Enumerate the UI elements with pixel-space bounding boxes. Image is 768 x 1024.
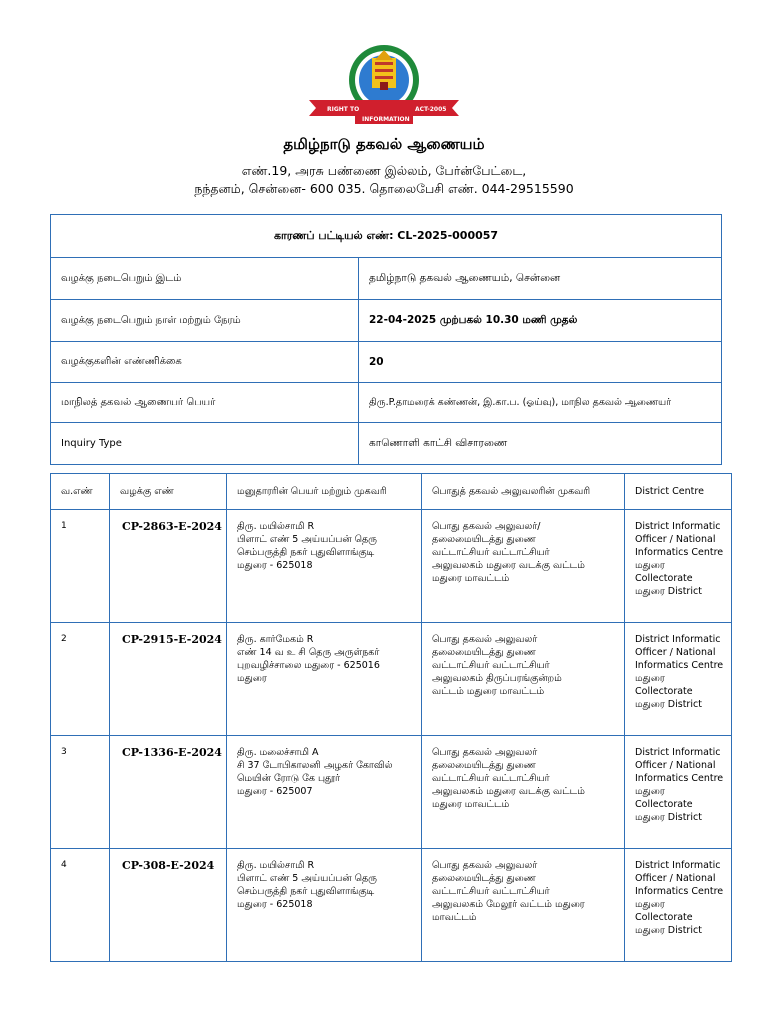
- column-header: மனுதாரரின் பெயர் மற்றும் முகவரி: [227, 474, 422, 510]
- pio-address-line: வட்டாட்சியர் வட்டாட்சியர்: [432, 773, 550, 784]
- column-header: வ.எண்: [51, 474, 110, 510]
- serial-number: 3: [51, 736, 110, 849]
- petitioner-address-line: திரு. மயில்சாமி R: [237, 521, 315, 532]
- petitioner-address-line: மதுரை - 625007: [237, 786, 313, 797]
- serial-number: 4: [51, 849, 110, 962]
- info-row: [51, 342, 722, 383]
- district-centre-line: Informatics Centre: [635, 773, 724, 784]
- table-row: [51, 510, 732, 623]
- rti-logo: [309, 44, 459, 128]
- organization-name: தமிழ்நாடு தகவல் ஆணையம்: [283, 135, 485, 153]
- serial-number: 1: [51, 510, 110, 623]
- district-centre-line: Officer / National: [635, 534, 716, 545]
- petitioner-address-line: பிளாட் எண் 5 அய்யப்பன் தெரு: [237, 534, 377, 545]
- district-centre-line: Informatics Centre: [635, 547, 724, 558]
- petitioner-address-line: மதுரை - 625018: [237, 560, 313, 571]
- info-label: மாநிலத் தகவல் ஆணையர் பெயர்: [51, 383, 359, 423]
- pio-address-line: அலுவலகம் மதுரை வடக்கு வட்டம்: [432, 786, 585, 797]
- petitioner-address-line: திரு. மயில்சாமி R: [237, 860, 315, 871]
- pio-address-line: வட்டாட்சியர் வட்டாட்சியர்: [432, 660, 550, 671]
- serial-number: 2: [51, 623, 110, 736]
- district-centre-line: Informatics Centre: [635, 660, 724, 671]
- district-centre-line: District Informatic: [635, 634, 721, 645]
- pio-address: [422, 623, 625, 736]
- pio-address-line: அலுவலகம் மதுரை வடக்கு வட்டம்: [432, 560, 585, 571]
- petitioner-address-line: திரு. கார்மேகம் R: [237, 634, 314, 645]
- district-centre-line: Collectorate: [635, 799, 693, 810]
- cause-list-row: [51, 215, 722, 258]
- case-number: CP-1336-E-2024: [110, 736, 227, 849]
- district-centre-line: District Informatic: [635, 521, 721, 532]
- pio-address-line: பொது தகவல் அலுவலர்: [432, 634, 538, 645]
- pio-address-line: தலைமையிடத்து துணை: [432, 647, 536, 658]
- pio-address-line: வட்டம் மதுரை மாவட்டம்: [432, 686, 545, 697]
- petitioner-address: [227, 623, 422, 736]
- petitioner-address: [227, 510, 422, 623]
- district-centre: [625, 736, 732, 849]
- column-header: District Centre: [625, 474, 732, 510]
- district-centre-line: மதுரை District: [635, 699, 702, 710]
- district-centre-line: மதுரை: [635, 560, 665, 571]
- district-centre-line: District Informatic: [635, 747, 721, 758]
- pio-address-line: அலுவலகம் திருப்பரங்குன்றம்: [432, 673, 562, 684]
- info-value: 20: [359, 342, 722, 383]
- petitioner-address-line: திரு. மலைச்சாமி A: [237, 747, 319, 758]
- info-row: [51, 383, 722, 423]
- pio-address-line: மதுரை மாவட்டம்: [432, 799, 510, 810]
- info-value: காணொளி காட்சி விசாரணை: [359, 423, 722, 465]
- petitioner-address: [227, 736, 422, 849]
- address-line-1: எண்.19, அரசு பண்ணை இல்லம், பேர்ன்பேட்டை,: [241, 163, 527, 178]
- petitioner-address-line: செம்பருத்தி நகர் புதுவிளாங்குடி: [237, 547, 375, 558]
- district-centre-line: Collectorate: [635, 573, 693, 584]
- pio-address: [422, 736, 625, 849]
- pio-address: [422, 510, 625, 623]
- info-label: வழக்கு நடைபெறும் இடம்: [51, 258, 359, 300]
- logo-text-top: RIGHT TO: [327, 106, 360, 113]
- info-row: [51, 258, 722, 300]
- pio-address-line: அலுவலகம் மேலூர் வட்டம் மதுரை: [432, 899, 585, 910]
- info-row: [51, 300, 722, 342]
- info-value: 22-04-2025 முற்பகல் 10.30 மணி முதல்: [359, 300, 722, 342]
- district-centre-line: மதுரை: [635, 673, 665, 684]
- info-value: திரு.P.தாமரைக் கண்ணன், இ.கா.ப. (ஓய்வு), மாநில தகவல் ஆணையர்: [359, 383, 722, 423]
- petitioner-address-line: பிளாட் எண் 5 அய்யப்பன் தெரு: [237, 873, 377, 884]
- pio-address-line: வட்டாட்சியர் வட்டாட்சியர்: [432, 886, 550, 897]
- district-centre-line: மதுரை: [635, 786, 665, 797]
- district-centre-line: Officer / National: [635, 873, 716, 884]
- table-header-row: [51, 474, 732, 510]
- pio-address-line: பொது தகவல் அலுவலர்/: [432, 521, 541, 532]
- pio-address-line: மாவட்டம்: [432, 912, 477, 923]
- petitioner-address-line: சி 37 டோபிகாலனி அழகர் கோவில்: [237, 760, 393, 771]
- district-centre-line: Officer / National: [635, 647, 716, 658]
- district-centre-line: மதுரை District: [635, 925, 702, 936]
- cases-table: [50, 473, 732, 962]
- pio-address: [422, 849, 625, 962]
- column-header: வழக்கு எண்: [110, 474, 227, 510]
- petitioner-address: [227, 849, 422, 962]
- table-row: [51, 623, 732, 736]
- cause-list-number: காரணப் பட்டியல் எண்: CL-2025-000057: [51, 215, 722, 258]
- address-line-2: நந்தனம், சென்னை- 600 035. தொலைபேசி எண். 044-29515590: [194, 181, 574, 196]
- case-rows: [51, 510, 732, 962]
- pio-address-line: பொது தகவல் அலுவலர்: [432, 860, 538, 871]
- district-centre-line: Officer / National: [635, 760, 716, 771]
- pio-address-line: தலைமையிடத்து துணை: [432, 873, 536, 884]
- petitioner-address-line: மெயின் ரோடு கே புதூர்: [237, 773, 341, 784]
- info-label: வழக்குகளின் எண்ணிக்கை: [51, 342, 359, 383]
- pio-address-line: பொது தகவல் அலுவலர்: [432, 747, 538, 758]
- pio-address-line: வட்டாட்சியர் வட்டாட்சியர்: [432, 547, 550, 558]
- petitioner-address-line: எண் 14 வ உ சி தெரு அருள்நகர்: [237, 647, 380, 658]
- info-row: [51, 423, 722, 465]
- table-row: [51, 849, 732, 962]
- petitioner-address-line: புறவழிச்சாலை மதுரை - 625016: [237, 660, 380, 671]
- district-centre: [625, 623, 732, 736]
- case-number: CP-2863-E-2024: [110, 510, 227, 623]
- case-number: CP-2915-E-2024: [110, 623, 227, 736]
- column-header: பொதுத் தகவல் அலுவலரின் முகவரி: [422, 474, 625, 510]
- district-centre-line: மதுரை: [635, 899, 665, 910]
- table-row: [51, 736, 732, 849]
- logo-text-right: ACT-2005: [415, 106, 447, 113]
- district-centre-line: Informatics Centre: [635, 886, 724, 897]
- district-centre-line: மதுரை District: [635, 586, 702, 597]
- district-centre-line: Collectorate: [635, 912, 693, 923]
- pio-address-line: மதுரை மாவட்டம்: [432, 573, 510, 584]
- district-centre: [625, 510, 732, 623]
- case-number: CP-308-E-2024: [110, 849, 227, 962]
- district-centre-line: மதுரை District: [635, 812, 702, 823]
- district-centre: [625, 849, 732, 962]
- pio-address-line: தலைமையிடத்து துணை: [432, 760, 536, 771]
- pio-address-line: தலைமையிடத்து துணை: [432, 534, 536, 545]
- cause-list-info-table: [50, 214, 722, 465]
- petitioner-address-line: மதுரை - 625018: [237, 899, 313, 910]
- logo-text-bottom: INFORMATION: [362, 116, 410, 123]
- info-value: தமிழ்நாடு தகவல் ஆணையம், சென்னை: [359, 258, 722, 300]
- info-label: வழக்கு நடைபெறும் நாள் மற்றும் நேரம்: [51, 300, 359, 342]
- petitioner-address-line: செம்பருத்தி நகர் புதுவிளாங்குடி: [237, 886, 375, 897]
- district-centre-line: District Informatic: [635, 860, 721, 871]
- petitioner-address-line: மதுரை: [237, 673, 267, 684]
- info-label: Inquiry Type: [51, 423, 359, 465]
- district-centre-line: Collectorate: [635, 686, 693, 697]
